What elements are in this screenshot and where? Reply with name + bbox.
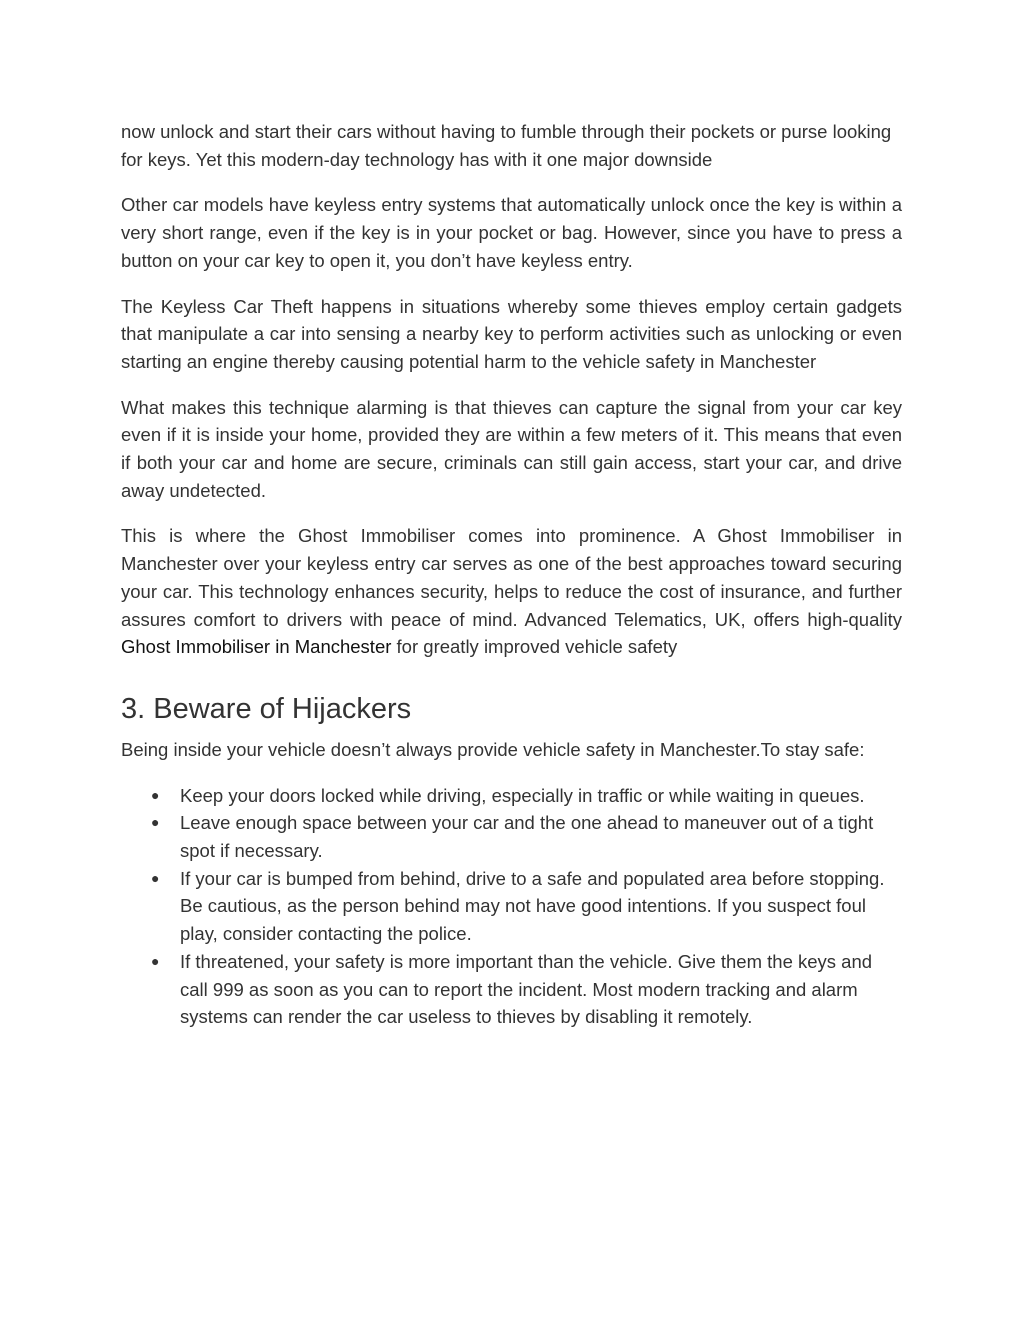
list-item	[151, 809, 902, 864]
document-page	[121, 118, 902, 1031]
ghost-immobiliser-link[interactable]: Ghost Immobiliser in Manchester	[121, 636, 392, 658]
bullet-icon: ●	[151, 814, 160, 831]
hijacker-tips-list	[121, 782, 902, 1031]
paragraph-hijackers-intro: Being inside your vehicle doesn’t always provide vehicle safety in Manchester.To stay safe:	[121, 738, 865, 760]
list-item	[151, 782, 902, 810]
list-item	[151, 948, 902, 1031]
list-item-text: Leave enough space between your car and the one ahead to maneuver out of a tight spot if necessary.	[180, 812, 874, 862]
paragraph-ghost-text-before: This is where the Ghost Immobiliser comes into prominence. A Ghost Immobiliser in Manchester over your keyless entry car serves as one of the best approaches toward securing your car. This technology enhances security, helps to reduce the cost of insurance, and further assures comfort to drivers with peace of mind. Advanced Telematics, UK, offers high-quality	[121, 525, 902, 630]
paragraph-keyless-theft: The Keyless Car Theft happens in situations whereby some thieves employ certain gadgets that manipulate a car into sensing a nearby key to perform activities such as unlocking or even starting an engine thereby causing potential harm to the vehicle safety in Manchester	[121, 295, 902, 372]
bullet-icon: ●	[151, 952, 160, 969]
paragraph-ghost-immobiliser	[121, 522, 902, 661]
section-heading-hijackers: 3. Beware of Hijackers	[121, 692, 412, 725]
bullet-icon: ●	[151, 786, 160, 803]
list-item	[151, 865, 902, 948]
paragraph-signal-capture: What makes this technique alarming is that thieves can capture the signal from your car key even if it is inside your home, provided they are within a few meters of it. This means that even if both your car and home are secure, criminals can still gain access, start your car, and drive away undetected.	[121, 396, 902, 501]
paragraph-keyless-intro: now unlock and start their cars without having to fumble through their pockets or purse looking for keys. Yet this modern-day technology has with it one major downside	[121, 121, 892, 170]
list-item-text: If threatened, your safety is more important than the vehicle. Give them the keys and call 999 as soon as you can to report the incident. Most modern tracking and alarm systems can render the car useless to thieves by disabling it remotely.	[180, 950, 873, 1028]
bullet-icon: ●	[151, 869, 160, 886]
list-item-text: Keep your doors locked while driving, especially in traffic or while waiting in queues.	[180, 784, 865, 806]
paragraph-keyless-systems: Other car models have keyless entry systems that automatically unlock once the key is within a very short range, even if the key is in your pocket or bag. However, since you have to press a button on your car key to open it, you don’t have keyless entry.	[121, 194, 902, 271]
paragraph-ghost-text-after: for greatly improved vehicle safety	[396, 636, 678, 658]
list-item-text: If your car is bumped from behind, drive to a safe and populated area before stopping. Be cautious, as the person behind may not have good intentions. If you suspect foul play, consider contacting the police.	[180, 867, 885, 945]
